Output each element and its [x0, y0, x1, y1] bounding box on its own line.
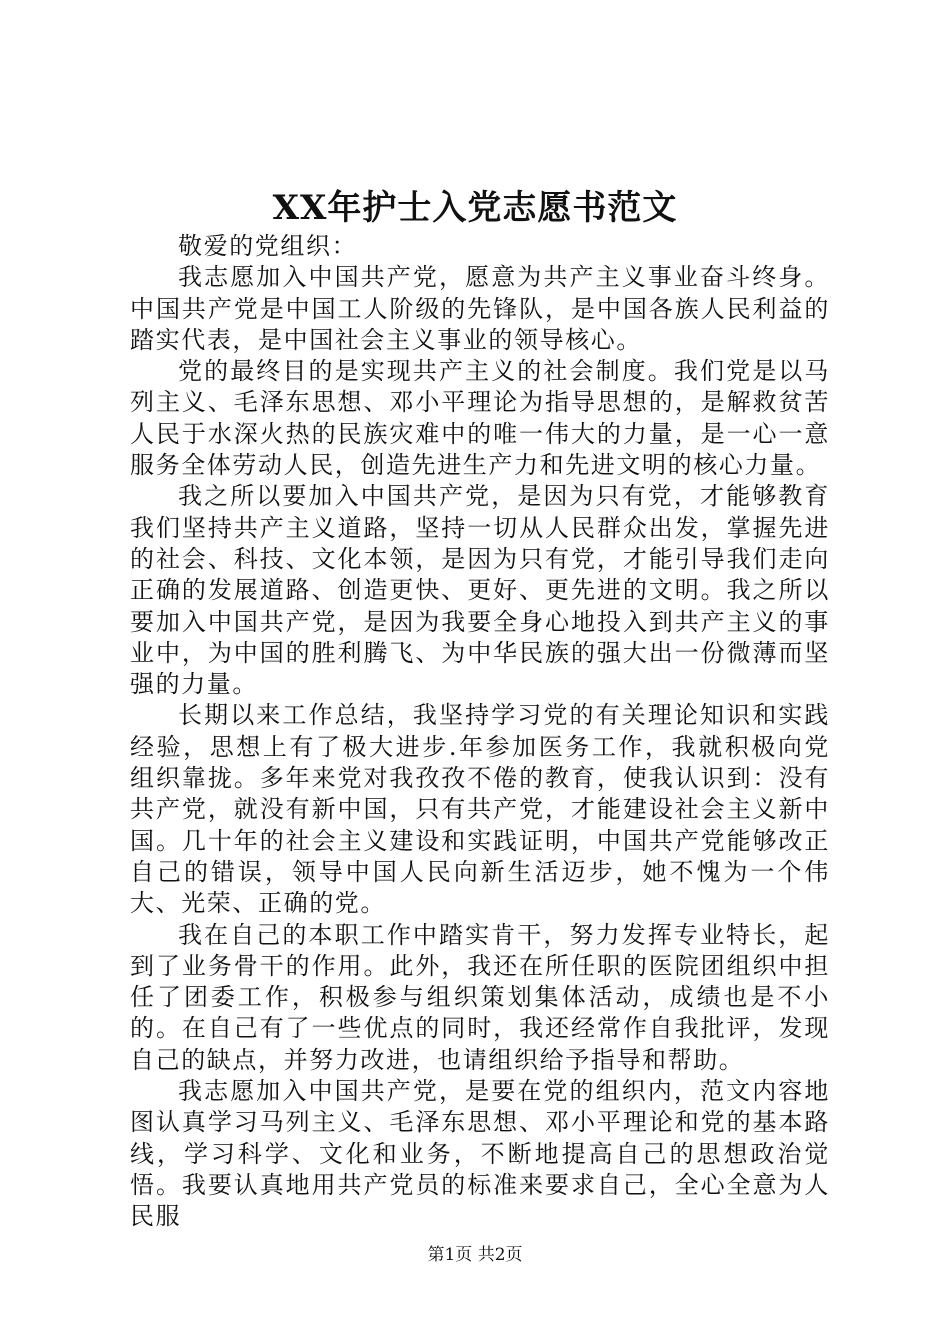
document-title: XX年护士入党志愿书范文	[272, 188, 678, 228]
paragraph-2: 党的最终目的是实现共产主义的社会制度。我们党是以马列主义、毛泽东思想、邓小平理论为指导思想的，是解救贫苦人民于水深火热的民族灾难中的唯一伟大的力量，是一心一意服务全体劳动人民，创造先进生产力和先进文明的核心力量。	[130, 357, 830, 480]
document-body	[130, 231, 830, 1233]
paragraph-5: 我在自己的本职工作中踏实肯干，努力发挥专业特长，起到了业务骨干的作用。此外，我还在所任职的医院团组织中担任了团委工作，积极参与组织策划集体活动，成绩也是不小的。在自己有了一些优点的同时，我还经常作自我批评，发现自己的缺点，并努力改进，也请组织给予指导和帮助。	[130, 920, 830, 1074]
salutation: 敬爱的党组织：	[178, 232, 358, 260]
paragraph-1: 我志愿加入中国共产党，愿意为共产主义事业奋斗终身。中国共产党是中国工人阶级的先锋队，是中国各族人民利益的踏实代表，是中国社会主义事业的领导核心。	[130, 263, 830, 354]
paragraph-4: 长期以来工作总结，我坚持学习党的有关理论知识和实践经验，思想上有了极大进步.年参加医务工作，我就积极向党组织靠拢。多年来党对我孜孜不倦的教育，使我认识到：没有共产党，就没有新中国，只有共产党，才能建设社会主义新中国。几十年的社会主义建设和实践证明，中国共产党能够改正自己的错误，领导中国人民向新生活迈步，她不愧为一个伟大、光荣、正确的党。	[130, 701, 830, 918]
paragraph-6: 我志愿加入中国共产党，是要在党的组织内，范文内容地图认真学习马列主义、毛泽东思想、邓小平理论和党的基本路线，学习科学、文化和业务，不断地提高自己的思想政治觉悟。我要认真地用共产党员的标准来要求自己，全心全意为人民服	[130, 1077, 830, 1231]
page-number-footer: 第1页 共2页	[427, 1245, 523, 1265]
paragraph-3: 我之所以要加入中国共产党，是因为只有党，才能够教育我们坚持共产主义道路，坚持一切从人民群众出发，掌握先进的社会、科技、文化本领，是因为只有党，才能引导我们走向正确的发展道路、创造更快、更好、更先进的文明。我之所以要加入中国共产党，是因为我要全身心地投入到共产主义的事业中，为中国的胜利腾飞、为中华民族的强大出一份微薄而坚强的力量。	[130, 482, 830, 699]
